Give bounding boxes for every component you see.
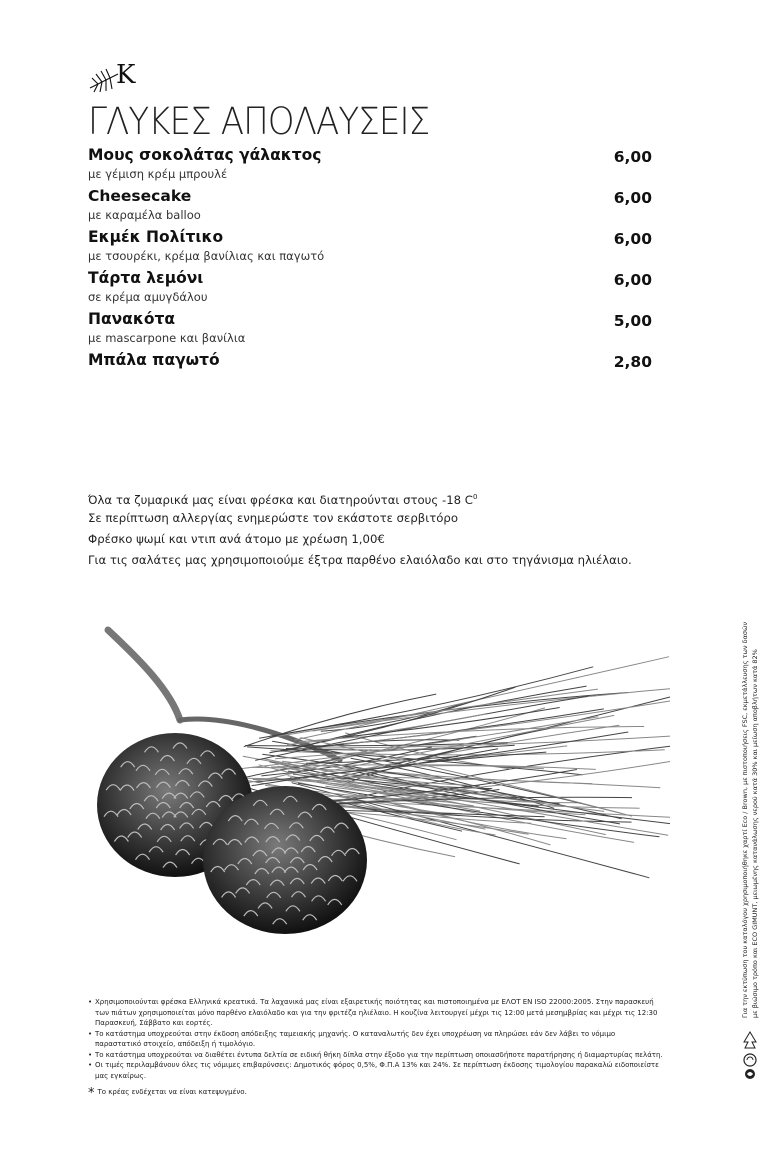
menu-item-name: Πανακότα <box>88 310 176 328</box>
menu-item-price: 6,00 <box>613 148 652 166</box>
footer-note: • Χρησιμοποιούνται φρέσκα Ελληνικά κρεατικά. Τα λαχανικά μας είναι εξαιρετικής ποιότητας και πιστοποιημένα με ΕΛΟΤ EN ISO 22000:2005. Στην παρασκευή των πιάτων χρησιμοποιείται μόνο παρθένο ελαιόλαδο και για την φριτέζα ηλιέλαιο. Η κουζίνα λειτουργεί μέχρι τις 12:00 μετά μεσημβρίας και μέχρι τις 12:30 Παρασκευή, Σάββατο και εορτές. <box>88 997 663 1029</box>
menu-item-description: με γέμιση κρέμ μπρουλέ <box>88 167 228 181</box>
menu-item-price: 5,00 <box>613 312 652 330</box>
menu-item-description: με mascarpone και βανίλια <box>88 331 246 345</box>
frozen-meat-note <box>88 1086 247 1101</box>
menu-item <box>88 187 652 228</box>
menu-item-price: 6,00 <box>613 230 652 248</box>
note-allergy: Σε περίπτωση αλλεργίας ενημερώστε τον εκάστοτε σερβιτόρο <box>88 511 458 525</box>
asterisk-note-text: Το κρέας ενδέχεται να είναι κατεψυγμένο. <box>97 1088 247 1096</box>
menu-item-description: με τσουρέκι, κρέμα βανίλιας και παγωτό <box>88 249 325 263</box>
footer-legal-notes <box>88 997 663 1081</box>
certification-line: με βιώσιμο τρόπο και ECO GIMUNT, μειωμένης κατανάλωσης νερού κατά 30% και μείωση αποβλήτων κατά 82% <box>751 649 759 1018</box>
degree-mark: 0 <box>472 493 478 501</box>
menu-item-price: 6,00 <box>613 189 652 207</box>
dessert-menu-list <box>88 146 652 392</box>
info-notes <box>88 487 632 571</box>
eco-certification-icons <box>741 1030 759 1080</box>
note-pasta <box>88 487 632 508</box>
menu-item-description: σε κρέμα αμυγδάλου <box>88 290 208 304</box>
menu-item <box>88 146 652 187</box>
menu-item <box>88 351 652 392</box>
certification-line: Για την εκτύπωση του καταλόγου χρησιμοποιήθηκε χαρτί Eco / Brown, με πιστοποιήσεις FSC, εκμετάλλευσης των δασών <box>741 621 749 1018</box>
recycle-icon <box>744 1054 756 1066</box>
menu-item-name: Μους σοκολάτας γάλακτος <box>88 146 322 164</box>
menu-item-description: με καραμέλα balloo <box>88 208 201 222</box>
menu-item-price: 6,00 <box>613 271 652 289</box>
pine-cones-illustration <box>80 620 680 960</box>
footer-note: • Οι τιμές περιλαμβάνουν όλες τις νόμιμες επιβαρύνσεις: Δημοτικός φόρος 0,5%, Φ.Π.Α 13% και 24%. Σε περίπτωση έκδοσης τιμολογίου παρακαλώ ειδοποιείστε μας εγκαίρως. <box>88 1060 663 1081</box>
asterisk-mark: * <box>88 1086 95 1101</box>
menu-item <box>88 310 652 351</box>
footer-note: • Το κατάστημα υποχρεούται στην έκδοση απόδειξης ταμειακής μηχανής. Ο καταναλωτής δεν έχει υποχρέωση να πληρώσει εάν δεν λάβει το νόμιμο παραστατικό στοιχείο, απόδειξη ή τιμολόγιο. <box>88 1029 663 1050</box>
menu-item-name: Εκμέκ Πολίτικο <box>88 228 224 246</box>
note-oil: Για τις σαλάτες μας χρησιμοποιούμε έξτρα παρθένο ελαιόλαδο και στο τηγάνισμα ηλιέλαιο. <box>88 553 632 567</box>
page-title: ΓΛΥΚΕΣ ΑΠΟΛΑΥΣΕΙΣ <box>88 100 430 143</box>
menu-item-name: Cheesecake <box>88 187 192 205</box>
menu-item-name: Τάρτα λεμόνι <box>88 269 204 287</box>
eco-leaf-icon <box>745 1069 755 1079</box>
menu-item <box>88 228 652 269</box>
note-bread: Φρέσκο ψωμί και ντιπ ανά άτομο με χρέωση 1,00€ <box>88 532 385 546</box>
menu-item-price: 2,80 <box>613 353 652 371</box>
paper-certification-note <box>740 598 760 1018</box>
logo-letter: K <box>116 60 136 90</box>
note-pasta-text: Όλα τα ζυμαρικά μας είναι φρέσκα και διατηρούνται στους -18 C <box>88 492 473 507</box>
footer-note: • Το κατάστημα υποχρεούται να διαθέτει έντυπα δελτία σε ειδική θήκη δίπλα στην έξοδο για την περίπτωση οποιασδήποτε παρατήρησης ή διαμαρτυρίας πελάτη. <box>88 1050 663 1061</box>
menu-item-name: Μπάλα παγωτό <box>88 351 220 369</box>
fsc-tree-icon <box>744 1032 756 1048</box>
menu-item <box>88 269 652 310</box>
